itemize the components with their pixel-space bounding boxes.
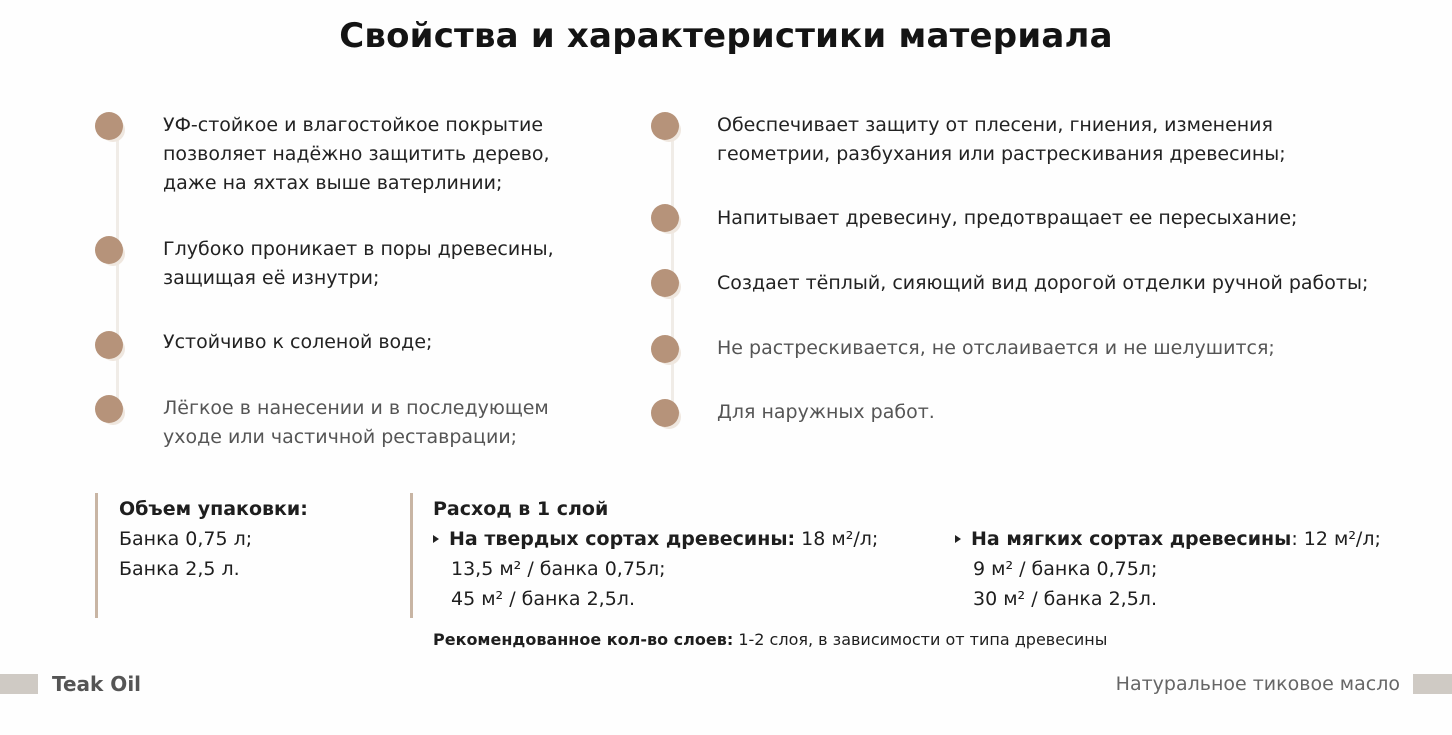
left-list-item: Глубоко проникает в поры древесины, защищая её изнутри;	[163, 238, 554, 289]
bullet-icon	[95, 331, 123, 359]
bullet-icon	[651, 112, 679, 140]
bullet-icon	[651, 269, 679, 297]
right-list-item: Напитывает древесину, предотвращает ее пересыхание;	[717, 207, 1298, 229]
bullet-icon	[95, 395, 123, 423]
consumption-hard-wood: На твердых сортах древесины: 18 м²/л; 13,5 м² / банка 0,75л; 45 м² / банка 2,5л.	[433, 524, 878, 614]
footer-subtitle: Натуральное тиковое масло	[1115, 673, 1400, 695]
consumption-soft-wood: На мягких сортах древесины: 12 м²/л; 9 м² / банка 0,75л; 30 м² / банка 2,5л.	[955, 524, 1381, 614]
bullet-icon	[651, 204, 679, 232]
packaging-item: Банка 2,5 л.	[119, 558, 240, 580]
left-list-item: Лёгкое в нанесении и в последующем уходе или частичной реставрации;	[163, 397, 549, 448]
left-list-item: Устойчиво к соленой воде;	[163, 331, 433, 353]
recommended-layers: Рекомендованное кол-во слоев: 1-2 слоя, в зависимости от типа древесины	[433, 630, 1108, 649]
triangle-bullet-icon	[955, 535, 961, 543]
footer-left-bar	[0, 674, 38, 694]
bullet-icon	[95, 112, 123, 140]
bullet-icon	[95, 236, 123, 264]
right-list-item: Для наружных работ.	[717, 401, 935, 423]
packaging-accent-bar	[95, 493, 98, 618]
packaging-item: Банка 0,75 л;	[119, 528, 253, 550]
triangle-bullet-icon	[433, 535, 439, 543]
right-list-item: Обеспечивает защиту от плесени, гниения, изменения геометрии, разбухания или растрескивания древесины;	[717, 114, 1286, 165]
left-list-item: УФ-стойкое и влагостойкое покрытие позволяет надёжно защитить дерево, даже на яхтах выше ватерлинии;	[163, 114, 550, 194]
right-list-item: Создает тёплый, сияющий вид дорогой отделки ручной работы;	[717, 272, 1369, 294]
right-list-item: Не растрескивается, не отслаивается и не шелушится;	[717, 337, 1275, 359]
footer-brand: Teak Oil	[52, 672, 142, 696]
packaging-block	[119, 494, 308, 584]
footer-right-bar	[1413, 674, 1452, 694]
bullet-icon	[651, 399, 679, 427]
consumption-heading: Расход в 1 слой	[433, 498, 609, 520]
left-timeline-line	[116, 140, 119, 415]
page-title: Свойства и характеристики материала	[339, 16, 1113, 56]
consumption-accent-bar	[410, 493, 413, 618]
bullet-icon	[651, 335, 679, 363]
packaging-heading: Объем упаковки:	[119, 498, 308, 520]
